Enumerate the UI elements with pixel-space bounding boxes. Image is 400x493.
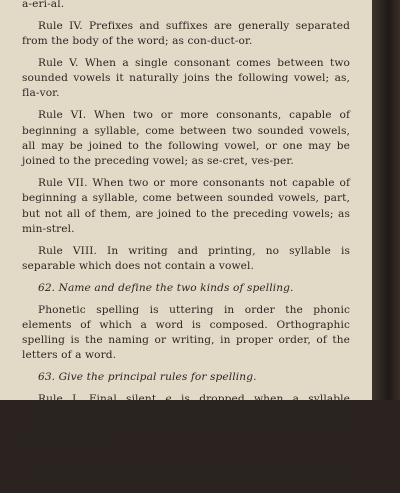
spelling-rule-i bbox=[22, 392, 350, 453]
letters-f-l: f, l, bbox=[242, 460, 263, 473]
rule-vii-syllabication: Rule VII. When two or more consonants not capable of beginning a syllable, come between sounded vowels, part, but not all of them, are joined to the preceding vowels; as min-strel. bbox=[22, 176, 350, 235]
rule-iv-syllabication: Rule IV. Prefixes and suffixes are generally separated from the body of the word; as con-duct-or. bbox=[22, 19, 350, 48]
rule-vi-syllabication: Rule VI. When two or more consonants, capable of beginning a syllable, come between two sounded vowels, all may be joined to the following vowel, or one may be joined to the preceding vowel; as se-cret, ves-per. bbox=[22, 109, 350, 168]
spelling-rule-ii-start: Rule II. In monosyllable ending in bbox=[38, 460, 243, 473]
spelling-rule-ii-end: the final letter is doubled if preceded by a single vowel; as hill. bbox=[22, 460, 351, 489]
answer-62: Phonetic spelling is uttering in order the phonic elements of which a word is composed. Orthographic spelling is the naming or writing, in proper order, of the letters of a word. bbox=[22, 303, 350, 362]
rule-v-syllabication: Rule V. When a single consonant comes between two sounded vowels it naturally joins the following vowel; as, fla-vor. bbox=[22, 56, 350, 100]
spelling-rule-ii-or: or bbox=[262, 460, 287, 473]
spelling-rule-i-start: Rule I. Final silent bbox=[38, 393, 166, 406]
spelling-rule-ii bbox=[22, 460, 350, 491]
silent-e: e bbox=[165, 393, 172, 406]
question-62: 62. Name and define the two kinds of spelling. bbox=[38, 281, 294, 294]
paragraph-top: a-eri-al. bbox=[22, 0, 65, 10]
spelling-rule-i-end: is dropped when a syllable beginning with a vowel is added to a word, but is retained if the added syllable begins with a consonant; as, live, living; live, lively. bbox=[22, 393, 351, 451]
text-column bbox=[22, 0, 350, 493]
question-63: 63. Give the principal rules for spelling. bbox=[38, 371, 257, 384]
page-edge-shadow bbox=[372, 0, 400, 400]
letter-s: s, bbox=[286, 460, 296, 473]
rule-viii-syllabication: Rule VIII. In writing and printing, no syllable is separable which does not contain a vowel. bbox=[22, 244, 350, 272]
